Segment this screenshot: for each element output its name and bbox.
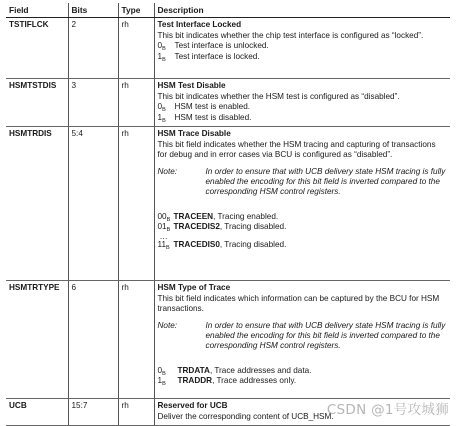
field-name: UCB [6, 399, 68, 426]
field-bits: 2 [68, 18, 118, 79]
register-field-table [6, 3, 450, 426]
value-entry [158, 102, 448, 112]
field-name: TSTIFLCK [6, 18, 68, 79]
table-header-row [6, 3, 450, 18]
value-code: 00 [157, 211, 167, 221]
description-title: HSM Trace Disable [157, 129, 231, 139]
value-code-base: B [162, 46, 166, 53]
value-entry [158, 376, 448, 386]
description-text: This bit indicates whether the HSM test is configured as “disabled”. [157, 91, 400, 101]
value-code: 0 [157, 102, 163, 112]
value-entry [158, 113, 448, 123]
table-row [6, 281, 450, 399]
note-block [158, 167, 448, 198]
value-text: HSM test is enabled. [174, 102, 251, 112]
field-bits: 15:7 [68, 399, 118, 426]
value-entry [158, 366, 448, 376]
value-name: TRACEDIS0 [173, 239, 220, 249]
value-code-base: B [166, 244, 170, 251]
value-code-base: B [162, 56, 166, 63]
description-title: Reserved for UCB [157, 401, 228, 411]
field-description [154, 18, 450, 79]
value-text: Test interface is locked. [174, 51, 260, 61]
note-text: In order to ensure that with UCB delivery state HSM tracing is fully enabled the encoding for this bit field is inverted compared to the corresponding HSM control registers. [205, 320, 446, 351]
field-type: rh [118, 79, 154, 127]
value-code: 1 [157, 112, 163, 122]
description-text: This bit field indicates whether the HSM tracing and capturing of transactions for debug and in error cases via BCU is configured as “disabled”. [157, 139, 436, 160]
value-entry [158, 222, 448, 232]
value-entry [158, 41, 448, 51]
value-code: 11 [157, 239, 166, 249]
value-code-base: B [162, 107, 166, 114]
field-name: HSMTRDIS [6, 127, 68, 281]
value-text: , Trace addresses only. [212, 376, 297, 386]
value-text: , Tracing disabled. [219, 239, 287, 249]
value-name: TRADDR [177, 376, 213, 386]
value-code-base: B [166, 227, 171, 234]
value-code-base: B [162, 381, 166, 388]
value-code-base: B [162, 370, 166, 377]
value-code-base: B [162, 117, 166, 124]
value-entry [158, 212, 448, 222]
table-row [6, 127, 450, 281]
note-text: In order to ensure that with UCB delivery state HSM tracing is fully enabled the encoding for this bit field is inverted compared to the corresponding HSM control registers. [205, 166, 446, 197]
field-name: HSMTSTDIS [6, 79, 68, 127]
description-text: This bit field indicates which information can be captured by the BCU for HSM transactions. [157, 293, 440, 314]
table-row [6, 18, 450, 79]
header-bits: Bits [68, 3, 118, 18]
value-name: TRDATA [177, 365, 210, 375]
field-bits: 5:4 [68, 127, 118, 281]
value-text: , Tracing disabled. [219, 222, 287, 232]
field-type: rh [118, 281, 154, 399]
note-block [158, 321, 448, 352]
field-description [154, 281, 450, 399]
value-text: , Trace addresses and data. [209, 365, 312, 375]
description-text: This bit indicates whether the chip test interface is configured as “locked”. [157, 30, 424, 40]
note-label: Note: [157, 166, 178, 176]
header-field: Field [6, 3, 68, 18]
field-bits: 6 [68, 281, 118, 399]
field-name: HSMTRTYPE [6, 281, 68, 399]
description-title: HSM Type of Trace [157, 283, 231, 293]
description-text: Deliver the corresponding content of UCB_HSM. [157, 411, 334, 421]
description-title: HSM Test Disable [157, 81, 226, 91]
field-type: rh [118, 399, 154, 426]
description-title: Test Interface Locked [157, 20, 242, 30]
field-type: rh [118, 18, 154, 79]
field-description [154, 79, 450, 127]
header-type: Type [118, 3, 154, 18]
value-text: HSM test is disabled. [174, 112, 252, 122]
value-text: Test interface is unlocked. [174, 41, 269, 51]
value-entry [158, 52, 448, 62]
value-name: TRACEDIS2 [173, 222, 220, 232]
value-name: TRACEEN [173, 211, 214, 221]
note-label: Note: [157, 320, 178, 330]
value-code: 0 [157, 365, 163, 375]
value-code: 1 [157, 51, 163, 61]
value-code-base: B [166, 216, 171, 223]
value-code: 01 [157, 222, 167, 232]
field-description [154, 127, 450, 281]
value-ellipsis: … [159, 231, 168, 241]
value-text: , Tracing enabled. [213, 211, 279, 221]
value-code: 1 [157, 376, 163, 386]
watermark: CSDN @1号攻城狮 [326, 402, 449, 418]
value-code: 0 [157, 41, 163, 51]
field-bits: 3 [68, 79, 118, 127]
header-description: Description [154, 3, 450, 18]
value-entry [158, 240, 448, 250]
table-row [6, 79, 450, 127]
field-type: rh [118, 127, 154, 281]
